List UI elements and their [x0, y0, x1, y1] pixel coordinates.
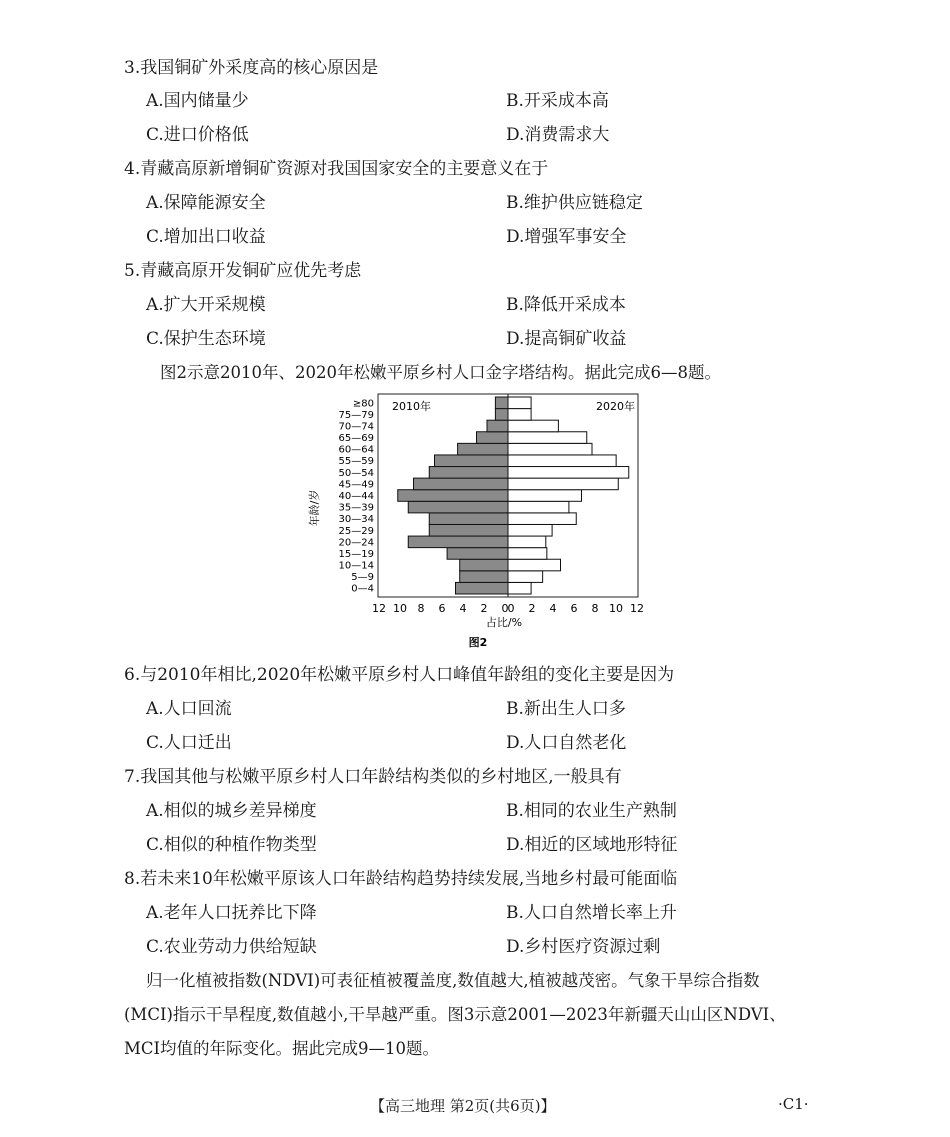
- age-label-9: 45—49: [338, 479, 374, 491]
- x-tick-left-2: 8: [417, 602, 425, 615]
- x-tick-left-3: 6: [438, 602, 446, 615]
- bar-2010-9: [414, 478, 509, 490]
- question-7-option-d[interactable]: D.相近的区域地形特征: [506, 835, 678, 855]
- bar-2010-10: [429, 467, 508, 479]
- x-tick-right-2: 4: [549, 602, 557, 615]
- question-6-option-a[interactable]: A.人口回流: [146, 699, 232, 719]
- bar-2010-14: [487, 420, 508, 432]
- figure-2-caption: 图2: [468, 636, 488, 649]
- paper-code: ·C1·: [778, 1095, 809, 1113]
- question-8-option-d[interactable]: D.乡村医疗资源过剩: [506, 937, 661, 957]
- bar-2010-16: [495, 397, 508, 409]
- pyramid-svg: [300, 390, 660, 660]
- question-8-option-b[interactable]: B.人口自然增长率上升: [506, 903, 677, 923]
- page-footer: 【高三地理 第2页(共6页)】: [370, 1097, 556, 1115]
- x-tick-right-4: 8: [591, 602, 599, 615]
- bar-2020-0: [508, 582, 531, 594]
- bar-2010-3: [447, 548, 508, 560]
- figure-3-intro-line-3: MCI均值的年际变化。据此完成9—10题。: [124, 1039, 440, 1058]
- bar-2020-15: [508, 409, 531, 421]
- legend-2020: 2020年: [596, 400, 635, 413]
- x-tick-right-5: 10: [609, 602, 623, 615]
- question-6-option-d[interactable]: D.人口自然老化: [506, 733, 627, 753]
- question-4-option-a[interactable]: A.保障能源安全: [146, 193, 266, 213]
- question-7-stem: 7.我国其他与松嫩平原乡村人口年龄结构类似的乡村地区,一般具有: [124, 767, 622, 787]
- x-tick-left-6: 0: [501, 602, 509, 615]
- bar-2020-8: [508, 490, 582, 502]
- bar-2010-15: [495, 409, 508, 421]
- x-tick-left-1: 10: [393, 602, 407, 615]
- figure-2-intro: 图2示意2010年、2020年松嫩平原乡村人口金字塔结构。据此完成6—8题。: [160, 363, 721, 382]
- population-pyramid-chart: [300, 390, 660, 660]
- figure-3-intro-line-2: (MCI)指示干旱程度,数值越小,干旱越严重。图3示意2001—2023年新疆天山山区NDVI、: [124, 1005, 786, 1024]
- bar-2010-0: [456, 582, 509, 594]
- x-tick-left-4: 4: [459, 602, 467, 615]
- question-7-option-c[interactable]: C.相似的种植作物类型: [146, 835, 317, 855]
- bar-2010-6: [429, 513, 508, 525]
- bar-2020-9: [508, 478, 618, 490]
- bar-2010-1: [460, 571, 508, 583]
- question-4-option-d[interactable]: D.增强军事安全: [506, 227, 627, 247]
- bar-2010-7: [408, 501, 508, 513]
- legend-2010: 2010年: [392, 400, 431, 413]
- x-tick-right-0: 0: [507, 602, 515, 615]
- x-axis-label: 占比/%: [485, 616, 523, 629]
- question-4-option-b[interactable]: B.维护供应链稳定: [506, 193, 643, 213]
- question-3-option-b[interactable]: B.开采成本高: [506, 91, 609, 111]
- question-6-stem: 6.与2010年相比,2020年松嫩平原乡村人口峰值年龄组的变化主要是因为: [124, 665, 675, 685]
- question-5-option-a[interactable]: A.扩大开采规模: [146, 295, 266, 315]
- bar-2010-11: [435, 455, 509, 467]
- question-3-option-c[interactable]: C.进口价格低: [146, 125, 249, 145]
- bar-2020-7: [508, 501, 569, 513]
- question-8-option-a[interactable]: A.老年人口抚养比下降: [146, 903, 317, 923]
- question-3-option-d[interactable]: D.消费需求大: [506, 125, 610, 145]
- age-label-6: 30—34: [338, 514, 374, 526]
- age-label-5: 25—29: [338, 525, 374, 537]
- bar-2020-13: [508, 432, 587, 444]
- x-tick-left-0: 12: [372, 602, 386, 615]
- question-7-option-b[interactable]: B.相同的农业生产熟制: [506, 801, 677, 821]
- bar-2010-2: [460, 559, 508, 571]
- question-8-option-c[interactable]: C.农业劳动力供给短缺: [146, 937, 317, 957]
- bar-2020-3: [508, 548, 547, 560]
- bar-2020-16: [508, 397, 531, 409]
- x-tick-right-6: 12: [630, 602, 644, 615]
- question-7-option-a[interactable]: A.相似的城乡差异梯度: [146, 801, 317, 821]
- x-tick-right-3: 6: [570, 602, 578, 615]
- bar-2020-2: [508, 559, 561, 571]
- age-label-1: 5—9: [351, 572, 374, 584]
- age-label-2: 10—14: [338, 560, 374, 572]
- age-label-14: 70—74: [338, 421, 374, 433]
- age-label-12: 60—64: [338, 444, 374, 456]
- question-8-stem: 8.若未来10年松嫩平原该人口年龄结构趋势持续发展,当地乡村最可能面临: [124, 869, 678, 889]
- question-3-stem: 3.我国铜矿外采度高的核心原因是: [124, 58, 379, 78]
- age-label-8: 40—44: [338, 491, 374, 502]
- age-label-4: 20—24: [338, 537, 374, 549]
- bar-2010-12: [458, 443, 508, 455]
- x-tick-right-1: 2: [528, 602, 536, 615]
- bar-2020-5: [508, 524, 552, 536]
- bar-2020-11: [508, 455, 616, 467]
- bar-2020-14: [508, 420, 558, 432]
- bar-2010-13: [477, 432, 509, 444]
- age-label-0: 0—4: [351, 583, 374, 595]
- bar-2020-1: [508, 571, 543, 583]
- bar-2010-4: [408, 536, 508, 548]
- question-5-stem: 5.青藏高原开发铜矿应优先考虑: [124, 261, 362, 281]
- age-label-13: 65—69: [338, 433, 374, 445]
- question-5-option-d[interactable]: D.提高铜矿收益: [506, 329, 627, 349]
- question-4-stem: 4.青藏高原新增铜矿资源对我国国家安全的主要意义在于: [124, 159, 549, 179]
- age-label-16: ≥80: [352, 398, 374, 410]
- bar-2020-10: [508, 467, 629, 479]
- bar-2020-6: [508, 513, 576, 525]
- age-label-11: 55—59: [338, 456, 374, 468]
- figure-3-intro-line-1: 归一化植被指数(NDVI)可表征植被覆盖度,数值越大,植被越茂密。气象干旱综合指数: [146, 971, 760, 990]
- bar-2010-8: [398, 490, 508, 502]
- question-5-option-c[interactable]: C.保护生态环境: [146, 329, 266, 349]
- age-label-3: 15—19: [338, 548, 374, 560]
- age-label-7: 35—39: [338, 502, 374, 514]
- bar-2010-5: [429, 524, 508, 536]
- x-tick-left-5: 2: [480, 602, 488, 615]
- question-5-option-b[interactable]: B.降低开采成本: [506, 295, 626, 315]
- question-6-option-c[interactable]: C.人口迁出: [146, 733, 232, 753]
- bar-2020-12: [508, 443, 592, 455]
- y-axis-label: 年龄/岁: [308, 489, 321, 527]
- age-label-15: 75—79: [338, 409, 374, 421]
- age-label-10: 50—54: [338, 467, 374, 479]
- question-6-option-b[interactable]: B.新出生人口多: [506, 699, 626, 719]
- question-3-option-a[interactable]: A.国内储量少: [146, 91, 249, 111]
- bar-2020-4: [508, 536, 546, 548]
- question-4-option-c[interactable]: C.增加出口收益: [146, 227, 266, 247]
